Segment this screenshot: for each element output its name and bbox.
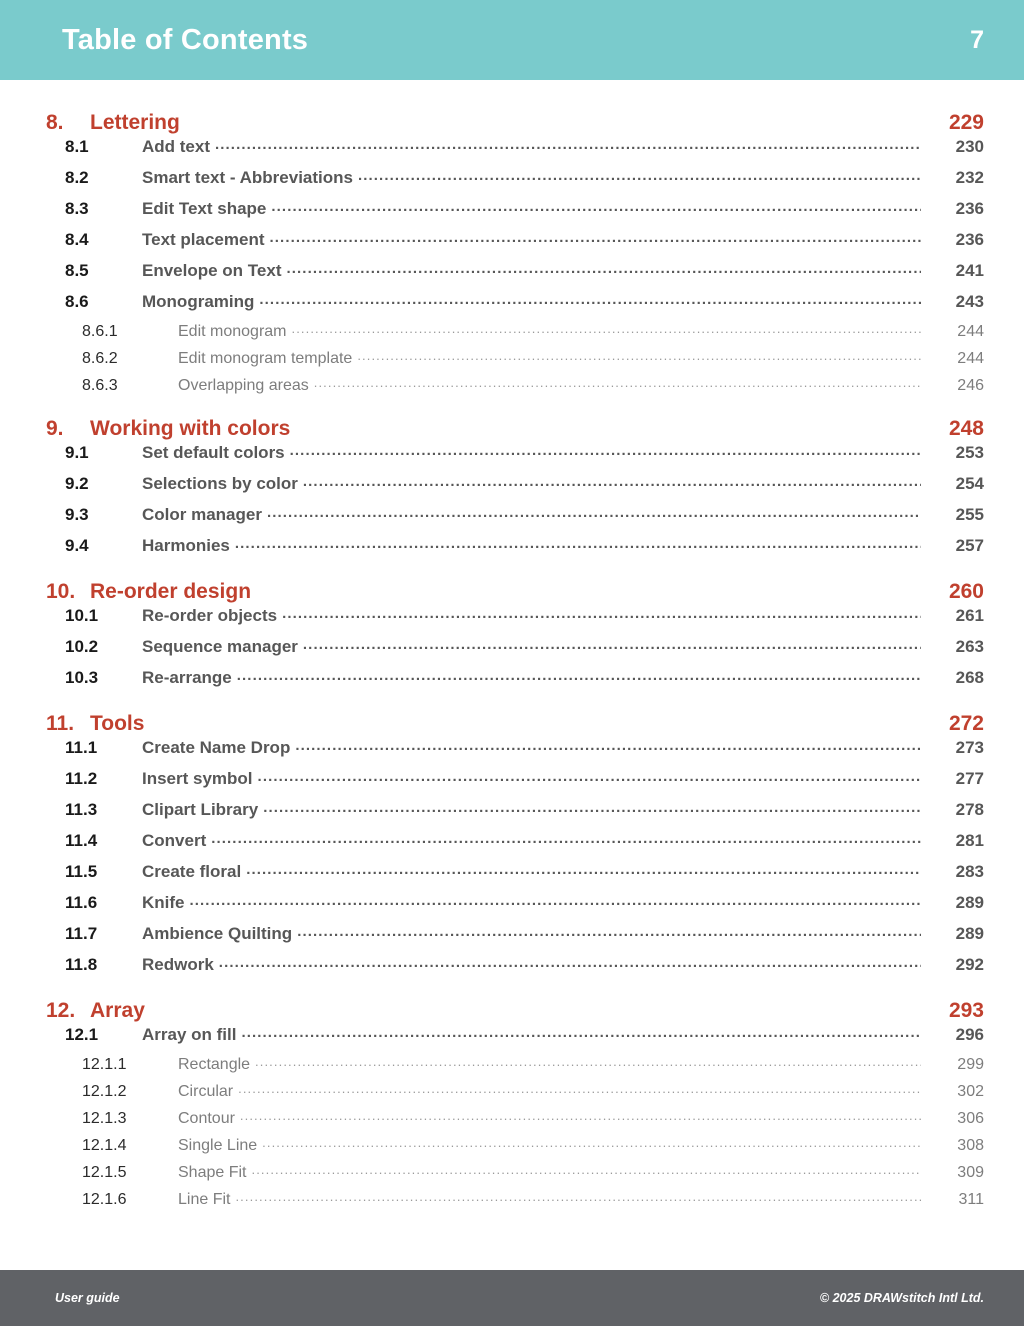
toc-dot-leader	[271, 198, 921, 215]
toc-dot-leader	[282, 605, 921, 622]
toc-entry-number: 8.6.2	[82, 350, 118, 367]
toc-entry-title: Re-order objects	[142, 606, 278, 625]
toc-entry-level-2[interactable]	[40, 1025, 984, 1056]
toc-entry-level-2[interactable]	[40, 668, 984, 699]
toc-entry-level-2[interactable]	[40, 292, 984, 323]
toc-entry-level-2[interactable]	[40, 443, 984, 474]
toc-entry-title: Create floral	[142, 862, 242, 881]
toc-entry-number: 11.3	[65, 800, 98, 819]
toc-entry-number: 12.1.5	[82, 1164, 127, 1181]
toc-entry-number: 9.3	[65, 505, 89, 524]
toc-entry-number: 12.	[46, 999, 76, 1022]
toc-entry-page-number: 232	[955, 168, 984, 187]
toc-entry-page-number: 272	[948, 712, 984, 735]
toc-entry-number: 9.2	[65, 474, 89, 493]
toc-entry-level-2[interactable]	[40, 831, 984, 862]
toc-entry-title: Insert symbol	[142, 769, 253, 788]
toc-entry-number: 8.6.3	[82, 377, 118, 394]
toc-entry-number: 12.1.4	[82, 1137, 127, 1154]
footer-document-label: User guide	[55, 1291, 120, 1305]
toc-entry-number: 11.1	[65, 738, 98, 757]
toc-entry-page-number: 308	[957, 1137, 984, 1154]
toc-entry-level-1[interactable]	[40, 580, 984, 604]
toc-entry-number: 12.1.2	[82, 1083, 127, 1100]
toc-entry-title: Working with colors	[90, 417, 291, 440]
toc-entry-number: 11.	[46, 712, 75, 735]
page-footer	[0, 1270, 1024, 1326]
toc-entry-page-number: 311	[958, 1191, 984, 1208]
toc-entry-title: Sequence manager	[142, 637, 298, 656]
toc-entry-page-number: 268	[955, 668, 984, 687]
toc-entry-level-2[interactable]	[40, 199, 984, 230]
toc-entry-level-3[interactable]	[40, 323, 984, 350]
toc-dot-leader	[251, 1162, 921, 1177]
toc-entry-title: Single Line	[178, 1137, 258, 1154]
toc-entry-number: 8.6	[65, 292, 89, 311]
toc-dot-leader	[295, 737, 921, 754]
toc-entry-title: Ambience Quilting	[142, 924, 293, 943]
toc-entry-page-number: 257	[955, 536, 984, 555]
toc-entry-page-number: 302	[957, 1083, 984, 1100]
toc-entry-page-number: 281	[955, 831, 984, 850]
toc-entry-title: Array on fill	[142, 1025, 237, 1044]
toc-entry-number: 11.7	[65, 924, 98, 943]
toc-entry-level-3[interactable]	[40, 1137, 984, 1164]
toc-entry-number: 12.1.3	[82, 1110, 127, 1127]
toc-dot-leader	[290, 442, 921, 459]
toc-entry-page-number: 289	[955, 924, 984, 943]
toc-dot-leader	[270, 229, 921, 246]
toc-dot-leader	[237, 667, 921, 684]
toc-dot-leader	[211, 830, 921, 847]
toc-entry-title: Envelope on Text	[142, 261, 282, 280]
toc-entry-level-1[interactable]	[40, 111, 984, 135]
toc-entry-title: Color manager	[142, 505, 262, 524]
toc-entry-number: 8.3	[65, 199, 89, 218]
toc-dot-leader	[303, 473, 921, 490]
toc-entry-level-2[interactable]	[40, 769, 984, 800]
toc-entry-number: 11.5	[65, 862, 98, 881]
toc-entry-title: Rectangle	[178, 1056, 251, 1073]
toc-entry-number: 8.4	[65, 230, 89, 249]
toc-entry-page-number: 241	[955, 261, 984, 280]
toc-entry-number: 11.4	[65, 831, 98, 850]
toc-entry-number: 8.	[46, 111, 64, 134]
toc-entry-level-2[interactable]	[40, 800, 984, 831]
toc-entry-level-1[interactable]	[40, 417, 984, 441]
toc-entry-title: Edit monogram	[178, 323, 287, 340]
toc-entry-level-2[interactable]	[40, 261, 984, 292]
toc-dot-leader	[263, 799, 921, 816]
toc-dot-leader	[303, 636, 921, 653]
toc-entry-level-3[interactable]	[40, 377, 984, 404]
toc-entry-title: Smart text - Abbreviations	[142, 168, 353, 187]
toc-entry-page-number: 289	[955, 893, 984, 912]
toc-entry-page-number: 236	[955, 230, 984, 249]
toc-entry-number: 10.	[46, 580, 76, 603]
toc-entry-number: 9.4	[65, 536, 89, 555]
toc-entry-level-3[interactable]	[40, 1191, 984, 1218]
toc-entry-title: Edit Text shape	[142, 199, 267, 218]
toc-entry-level-2[interactable]	[40, 862, 984, 893]
toc-entry-level-1[interactable]	[40, 999, 984, 1023]
toc-entry-page-number: 243	[955, 292, 984, 311]
toc-entry-level-3[interactable]	[40, 1056, 984, 1083]
toc-entry-title: Line Fit	[178, 1191, 231, 1208]
toc-entry-title: Overlapping areas	[178, 377, 309, 394]
toc-entry-level-2[interactable]	[40, 230, 984, 261]
toc-entry-page-number: 244	[957, 350, 984, 367]
toc-entry-title: Monograming	[142, 292, 255, 311]
toc-entry-level-2[interactable]	[40, 536, 984, 567]
toc-entry-page-number: 253	[955, 443, 984, 462]
toc-dot-leader	[255, 1054, 921, 1069]
toc-entry-title: Clipart Library	[142, 800, 259, 819]
toc-entry-level-2[interactable]	[40, 738, 984, 769]
toc-dot-leader	[219, 954, 921, 971]
toc-entry-page-number: 230	[955, 137, 984, 156]
toc-entry-page-number: 260	[948, 580, 984, 603]
toc-entry-page-number: 299	[957, 1056, 984, 1073]
toc-entry-title: Selections by color	[142, 474, 298, 493]
toc-dot-leader	[190, 892, 922, 909]
toc-entry-number: 10.2	[65, 637, 99, 656]
footer-copyright: © 2025 DRAWstitch Intl Ltd.	[819, 1291, 984, 1305]
toc-entry-number: 11.6	[65, 893, 98, 912]
toc-entry-page-number: 248	[948, 417, 984, 440]
toc-entry-number: 10.3	[65, 668, 99, 687]
toc-entry-title: Convert	[142, 831, 207, 850]
toc-entry-level-3[interactable]	[40, 350, 984, 377]
toc-entry-number: 8.6.1	[82, 323, 118, 340]
toc-entry-page-number: 278	[955, 800, 984, 819]
toc-entry-level-2[interactable]	[40, 955, 984, 986]
toc-dot-leader	[241, 1024, 921, 1041]
toc-entry-level-2[interactable]	[40, 505, 984, 536]
table-of-contents	[0, 80, 1024, 1218]
toc-entry-page-number: 254	[955, 474, 984, 493]
toc-entry-number: 12.1.1	[82, 1056, 127, 1073]
toc-entry-page-number: 263	[955, 637, 984, 656]
toc-dot-leader	[246, 861, 921, 878]
toc-dot-leader	[238, 1081, 921, 1096]
toc-entry-title: Lettering	[90, 111, 180, 134]
toc-dot-leader	[292, 321, 922, 336]
toc-entry-page-number: 306	[957, 1110, 984, 1127]
toc-dot-leader	[358, 167, 921, 184]
toc-entry-level-2[interactable]	[40, 924, 984, 955]
toc-entry-level-2[interactable]	[40, 137, 984, 168]
toc-entry-page-number: 261	[955, 606, 984, 625]
toc-entry-level-2[interactable]	[40, 637, 984, 668]
toc-entry-title: Text placement	[142, 230, 265, 249]
toc-dot-leader	[262, 1135, 921, 1150]
toc-entry-number: 8.5	[65, 261, 89, 280]
toc-entry-title: Re-arrange	[142, 668, 232, 687]
toc-dot-leader	[314, 375, 921, 390]
toc-entry-title: Array	[90, 999, 145, 1022]
header-page-number: 7	[970, 25, 984, 54]
toc-dot-leader	[297, 923, 921, 940]
toc-entry-title: Edit monogram template	[178, 350, 353, 367]
toc-entry-title: Set default colors	[142, 443, 285, 462]
toc-entry-page-number: 296	[955, 1025, 984, 1044]
toc-dot-leader	[267, 504, 921, 521]
toc-entry-level-2[interactable]	[40, 474, 984, 505]
toc-entry-title: Redwork	[142, 955, 214, 974]
toc-entry-number: 8.2	[65, 168, 89, 187]
toc-dot-leader	[215, 136, 921, 153]
toc-dot-leader	[235, 1189, 921, 1204]
toc-entry-title: Harmonies	[142, 536, 230, 555]
toc-entry-number: 11.2	[65, 769, 98, 788]
toc-dot-leader	[259, 291, 921, 308]
toc-entry-page-number: 229	[948, 111, 984, 134]
toc-entry-number: 12.1.6	[82, 1191, 127, 1208]
toc-entry-number: 12.1	[65, 1025, 99, 1044]
toc-entry-level-2[interactable]	[40, 893, 984, 924]
toc-entry-title: Knife	[142, 893, 185, 912]
toc-entry-page-number: 283	[955, 862, 984, 881]
toc-entry-page-number: 236	[955, 199, 984, 218]
toc-entry-title: Tools	[90, 712, 145, 735]
toc-entry-level-3[interactable]	[40, 1083, 984, 1110]
page-title: Table of Contents	[62, 23, 309, 56]
toc-entry-page-number: 309	[957, 1164, 984, 1181]
toc-entry-page-number: 277	[955, 769, 984, 788]
toc-dot-leader	[258, 768, 921, 785]
toc-entry-page-number: 292	[955, 955, 984, 974]
toc-entry-page-number: 255	[955, 505, 984, 524]
toc-entry-number: 8.1	[65, 137, 89, 156]
toc-entry-title: Create Name Drop	[142, 738, 291, 757]
toc-dot-leader	[287, 260, 922, 277]
toc-entry-title: Contour	[178, 1110, 235, 1127]
toc-entry-page-number: 244	[957, 323, 984, 340]
toc-entry-title: Shape Fit	[178, 1164, 247, 1181]
toc-entry-page-number: 246	[957, 377, 984, 394]
toc-entry-title: Re-order design	[90, 580, 252, 603]
toc-entry-title: Circular	[178, 1083, 234, 1100]
toc-entry-page-number: 273	[955, 738, 984, 757]
toc-entry-number: 9.1	[65, 443, 89, 462]
page-header	[0, 0, 1024, 80]
toc-entry-level-2[interactable]	[40, 606, 984, 637]
toc-entry-number: 10.1	[65, 606, 99, 625]
toc-entry-level-3[interactable]	[40, 1110, 984, 1137]
toc-entry-level-3[interactable]	[40, 1164, 984, 1191]
toc-dot-leader	[357, 348, 921, 363]
toc-entry-number: 11.8	[65, 955, 98, 974]
toc-entry-number: 9.	[46, 417, 64, 440]
toc-dot-leader	[235, 535, 921, 552]
toc-entry-title: Add text	[142, 137, 210, 156]
toc-entry-page-number: 293	[948, 999, 984, 1022]
toc-entry-level-1[interactable]	[40, 712, 984, 736]
toc-entry-level-2[interactable]	[40, 168, 984, 199]
toc-dot-leader	[240, 1108, 921, 1123]
